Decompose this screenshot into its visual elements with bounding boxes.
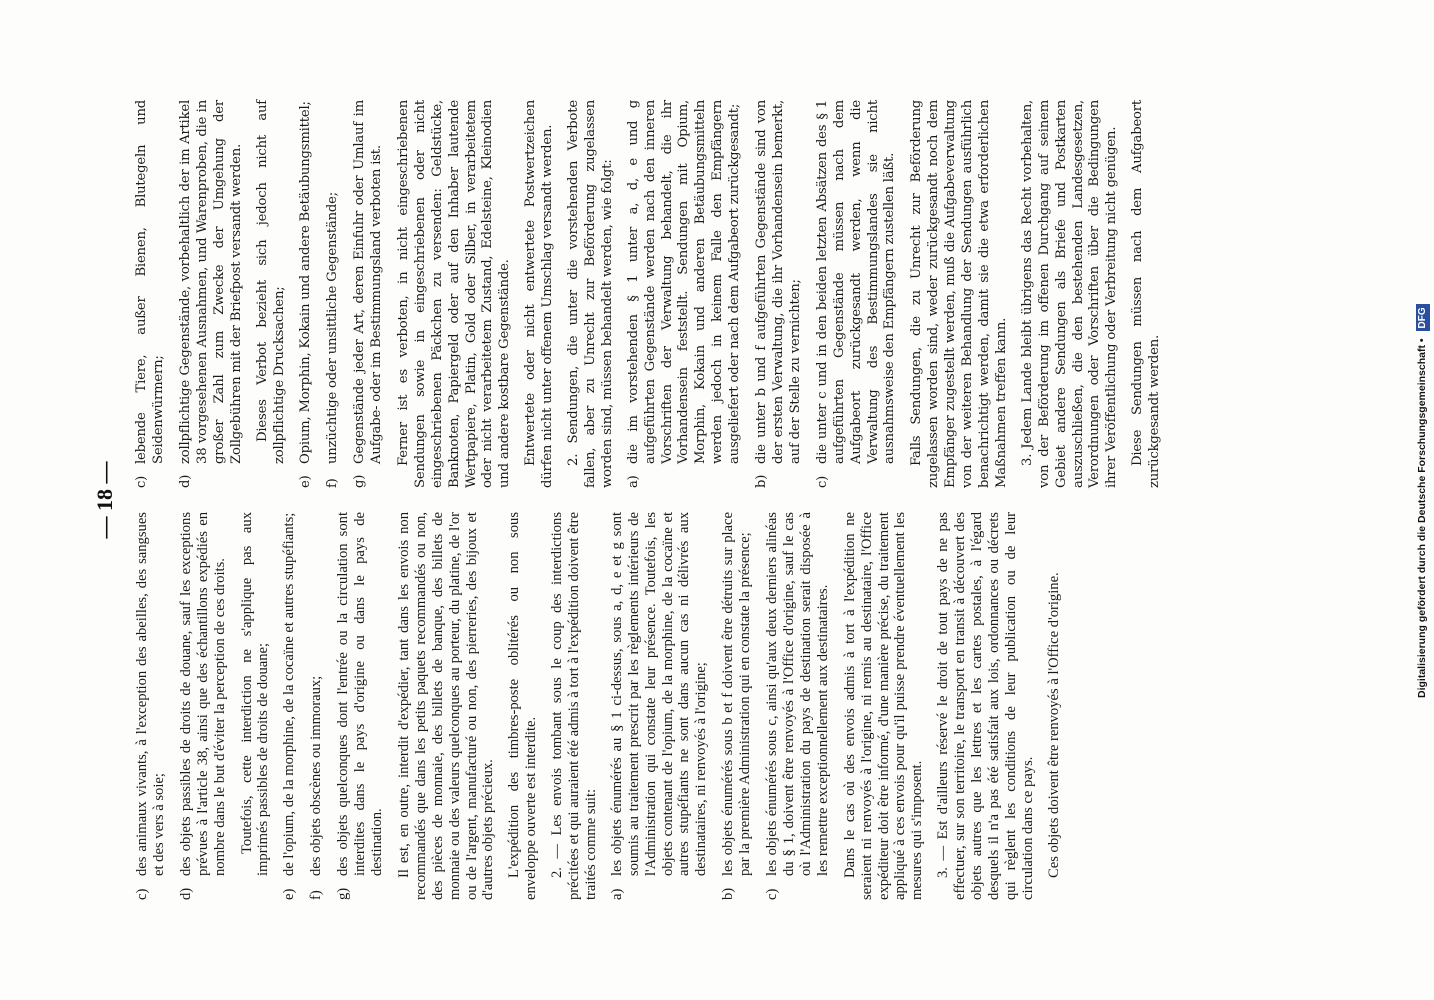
item-text: die unter b und f aufgeführten Gegenstände sind von der ersten Verwaltung, die ihr Vorhandensein bemerkt, auf der Stelle zu vernichten;: [754, 100, 803, 464]
list-item: [134, 100, 168, 488]
paragraph: Ferner ist es verboten, in nicht eingeschriebenen Sendungen sowie in eingeschriebenen oder nicht eingeschriebenen Päckchen zu versenden: Geldstücke, Banknoten, Papiergeld oder auf den Inhaber lautende Wertpapiere, Platin, Gold oder Silber, in verarbeitetem oder nicht verarbeitetem Zustand, Edelsteine, Kleinodien und andere kostbare Gegenstände.: [395, 100, 513, 488]
item-label: c): [134, 888, 150, 900]
item-label: d): [177, 887, 194, 900]
paragraph: Falls Sendungen, die zu Unrecht zur Beförderung zugelassen worden sind, weder zurückgesandt noch dem Empfänger zugestellt werden, muß die Aufgabeverwaltung von der weiteren Behandlung der Sendungen ausführlich benachrichtigt werden, damit sie die etwa erforderlichen Maßnahmen treffen kann.: [909, 100, 1009, 488]
list-item: [281, 512, 298, 900]
digitization-note: [1414, 8, 1430, 698]
item-text: les objets énumérés au § 1 ci-dessus, sous a, d, e et g sont soumis au traitement prescrit par les règlements intérieurs de l'Administration qui constate leur présence. Toutefois, les objets contenant de l'opium, de la morphine, de la cocaïne et autres stupéfiants ne sont dans aucun cas ni délivrés aux destinataires, ni renvoyés à l'origine;: [608, 512, 710, 876]
item-label: e): [298, 475, 314, 488]
item-text: die im vorstehenden § 1 unter a, d, e und g aufgeführten Gegenstände werden nach den inneren Vorschriften der Verwaltung behandelt, die ihr Vorhandensein feststellt. Sendungen mit Opium, Morphin, Kokain und anderen Betäubungsmitteln werden jedoch in keinem Falle den Empfängern ausgeliefert oder nach dem Aufgabeort zurückgesandt;: [625, 100, 743, 464]
list-item: [764, 512, 832, 900]
paragraph: 3. Jedem Lande bleibt übrigens das Recht vorbehalten, von der Beförderung im offenen Durchgang auf seinem Gebiet andere Sendungen als Briefe und Postkarten auszuschließen, die den bestehenden Landesgesetzen, Verordnungen oder Vorschriften über die Bedingungen ihrer Veröffentlichung oder Verbreitung nicht genügen.: [1019, 100, 1120, 488]
item-label: g): [352, 474, 368, 488]
paragraph: 2. Sendungen, die unter die vorstehenden Verbote fallen, aber zu Unrecht zur Beförderung zugelassen worden sind, müssen behandelt werden, wie folgt:: [566, 100, 615, 488]
item-label: c): [814, 475, 830, 488]
item-text: des objets quelconques dont l'entrée ou la circulation sont interdites dans le pays d'origine ou dans le pays de destination.: [335, 512, 385, 876]
item-label: c): [764, 888, 781, 900]
item-label: e): [281, 888, 298, 900]
digitization-note-text: Digitalisierung gefördert durch die Deutsche Forschungsgemeinschaft •: [1416, 338, 1428, 698]
item-label: g): [335, 887, 352, 900]
item-text: de l'opium, de la morphine, de la cocaïne et autres stupéfiants;: [281, 512, 298, 876]
list-item: [298, 100, 315, 488]
paragraph: L'expédition des timbres-poste oblitérés ou non sous enveloppe ouverte est interdite.: [506, 512, 540, 900]
item-label: d): [177, 474, 193, 488]
item-label: b): [754, 474, 770, 488]
list-item: [178, 100, 246, 488]
paragraph: 2. — Les envois tombant sous le coup des interdictions précitées et qui auraient été admis à tort à l'expédition doivent être traités comme suit:: [549, 512, 599, 900]
item-text: Gegenstände jeder Art, deren Einfuhr oder Umlauf im Aufgabe- oder im Bestimmungsland verboten ist.: [352, 100, 384, 464]
paragraph: 3. — Est d'ailleurs réservé le droit de tout pays de ne pas effectuer, sur son territoire, le transport en transit à découvert des objets autres que les lettres et les cartes postales, à l'égard desquels il n'a pas été satisfait aux lois, ordonnances ou décrets qui règlent les conditions de leur publication ou de leur circulation dans ce pays.: [935, 512, 1036, 900]
item-text: les objets énumérés sous c, ainsi qu'aux deux derniers alinéas du § 1, doivent être renvoyés à l'Office d'origine, sauf le cas où l'Administration du pays de destination serait disposée à les remettre exceptionnellement aux destinataires.: [764, 512, 831, 876]
item-label: b): [720, 887, 737, 900]
list-item: [308, 512, 325, 900]
list-item: [134, 512, 168, 900]
list-item: [352, 100, 386, 488]
german-column: [134, 100, 1173, 488]
list-item: [626, 100, 744, 488]
item-text: des objets passibles de droits de douane, sauf les exceptions prévues à l'article 38, ainsi que des échantillons expédiés en nombre dans le but d'éviter la perception de ces droits.: [177, 512, 228, 876]
list-item: [754, 100, 805, 488]
item-text: les objets énumérés sous b et f doivent être détruits sur place par la première Administration qui en constate la présence;: [720, 512, 754, 876]
rotated-page-content: [92, 100, 1317, 900]
paragraph: Dans le cas où des envois admis à tort à l'expédition ne seraient ni renvoyés à l'origine, ni remis au destinataire, l'Office expéditeur doit être informé, d'une manière précise, du traitement appliqué à ces envois pour qu'il puisse prendre éventuellement les mesures qui s'imposent.: [841, 512, 926, 900]
paragraph: Entwertete oder nicht entwertete Postwertzeichen dürfen nicht unter offenem Umschlag versandt werden.: [523, 100, 556, 488]
item-text: des objets obscènes ou immoraux;: [308, 675, 325, 876]
dfg-logo: DFG: [1416, 304, 1430, 331]
item-text: unzüchtige oder unsittliche Gegenstände;: [325, 191, 341, 464]
item-text: Opium, Morphin, Kokain und andere Betäubungsmittel;: [298, 101, 314, 464]
list-item: [178, 512, 229, 900]
item-text: des animaux vivants, à l'exception des abeilles, des sangsues et des vers à soie;: [134, 512, 167, 876]
item-text: zollpflichtige Gegenstände, vorbehaltlich der im Artikel 38 vorgesehenen Ausnahmen, und Warenproben, die in großer Zahl zum Zwecke der Umgehung der Zollgebühren mit der Briefpost versandt werden.: [177, 100, 244, 464]
paragraph: Ces objets doivent être renvoyés à l'Office d'origine.: [1045, 572, 1062, 878]
item-label: a): [608, 888, 625, 900]
item-label: f): [325, 478, 341, 488]
list-item: [325, 100, 342, 488]
list-item: [815, 100, 900, 488]
item-label: f): [308, 890, 325, 900]
paragraph: Il est, en outre, interdit d'expédier, tant dans les envois non recommandés que dans les petits paquets recommandés ou non, des pièces de monnaie, des billets de banque, des billets de monnaie ou des valeurs quelconques au porteur, du platine, de l'or ou de l'argent, manufacturé ou non, des pierreries, des bijoux et d'autres objets précieux.: [395, 512, 497, 900]
item-text: lebende Tiere, außer Bienen, Blutegeln und Seidenwürmern;: [134, 100, 166, 464]
list-item: [335, 512, 386, 900]
note-paragraph: Dieses Verbot bezieht sich jedoch nicht auf zollpflichtige Drucksachen;: [255, 100, 288, 464]
item-label: a): [625, 475, 641, 488]
page-number: — 18 —: [92, 461, 117, 539]
item-text: die unter c und in den beiden letzten Absätzen des § 1 aufgeführten Gegenstände müssen nach dem Aufgabeort zurückgesandt werden, wenn die Verwaltung des Bestimmungslandes sie nicht ausnahmsweise den Empfängern zustellen läßt.: [814, 100, 898, 464]
digitization-sidebar: [1414, 8, 1432, 698]
list-item: [609, 512, 710, 900]
item-label: c): [134, 475, 149, 488]
note-paragraph: Toutefois, cette interdiction ne s'applique pas aux imprimés passibles de droits de douane;: [238, 512, 272, 876]
paragraph: Diese Sendungen müssen nach dem Aufgabeort zurückgesandt werden.: [1130, 100, 1163, 488]
list-item: [720, 512, 754, 900]
french-column: [134, 512, 1072, 900]
